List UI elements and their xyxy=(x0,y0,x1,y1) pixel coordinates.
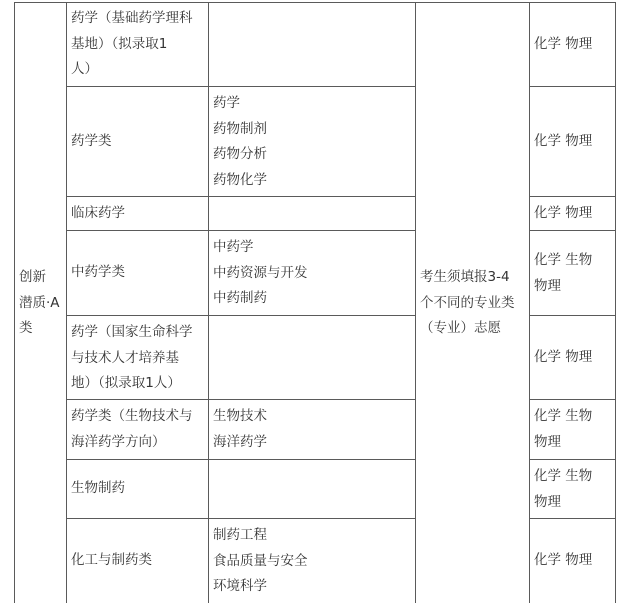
subjects-cell: 化学 生物 物理 xyxy=(534,468,593,510)
row-divider xyxy=(66,230,415,231)
sub-majors-cell: 药学 药物制剂 药物分析 药物化学 xyxy=(213,95,267,188)
subjects-cell: 化学 生物 物理 xyxy=(534,408,593,450)
major-name-cell: 生物制药 xyxy=(71,480,125,496)
sub-majors-cell: 生物技术 海洋药学 xyxy=(213,408,267,450)
major-name-cell: 药学类（生物技术与 海洋药学方向） xyxy=(71,408,193,450)
subjects-cell: 化学 物理 xyxy=(534,36,593,52)
row-divider xyxy=(529,196,616,197)
col-divider xyxy=(529,2,530,603)
row-divider xyxy=(66,315,415,316)
table-top-border xyxy=(14,2,616,3)
row-divider xyxy=(529,86,616,87)
major-name-cell: 药学类 xyxy=(71,133,112,149)
subjects-cell: 化学 物理 xyxy=(534,205,593,221)
row-divider xyxy=(529,518,616,519)
subjects-cell: 化学 物理 xyxy=(534,133,593,149)
subjects-cell: 化学 物理 xyxy=(534,349,593,365)
row-divider xyxy=(529,315,616,316)
col-divider xyxy=(66,2,67,603)
row-divider xyxy=(529,399,616,400)
major-name-cell: 药学（基础药学理科 基地）（拟录取1 人） xyxy=(71,10,193,77)
subjects-cell: 化学 物理 xyxy=(534,552,593,568)
subjects-cell: 化学 生物 物理 xyxy=(534,252,593,294)
col-divider xyxy=(14,2,15,603)
major-name-cell: 化工与制药类 xyxy=(71,552,152,568)
row-divider xyxy=(66,518,415,519)
row-divider xyxy=(66,399,415,400)
row-divider xyxy=(529,459,616,460)
major-name-cell: 中药学类 xyxy=(71,264,125,280)
row-divider xyxy=(66,86,415,87)
col-divider xyxy=(415,2,416,603)
row-divider xyxy=(66,459,415,460)
major-name-cell: 临床药学 xyxy=(71,205,125,221)
major-name-cell: 药学（国家生命科学 与技术人才培养基 地）（拟录取1人） xyxy=(71,324,193,391)
sub-majors-cell: 中药学 中药资源与开发 中药制药 xyxy=(213,239,308,306)
category-cell: 创新 潜质·A 类 xyxy=(19,269,60,336)
row-divider xyxy=(66,196,415,197)
sub-majors-cell: 制药工程 食品质量与安全 环境科学 xyxy=(213,527,308,594)
col-divider xyxy=(615,2,616,603)
requirement-cell: 考生须填报3-4 个不同的专业类 （专业）志愿 xyxy=(420,269,515,336)
col-divider xyxy=(208,2,209,603)
row-divider xyxy=(529,230,616,231)
